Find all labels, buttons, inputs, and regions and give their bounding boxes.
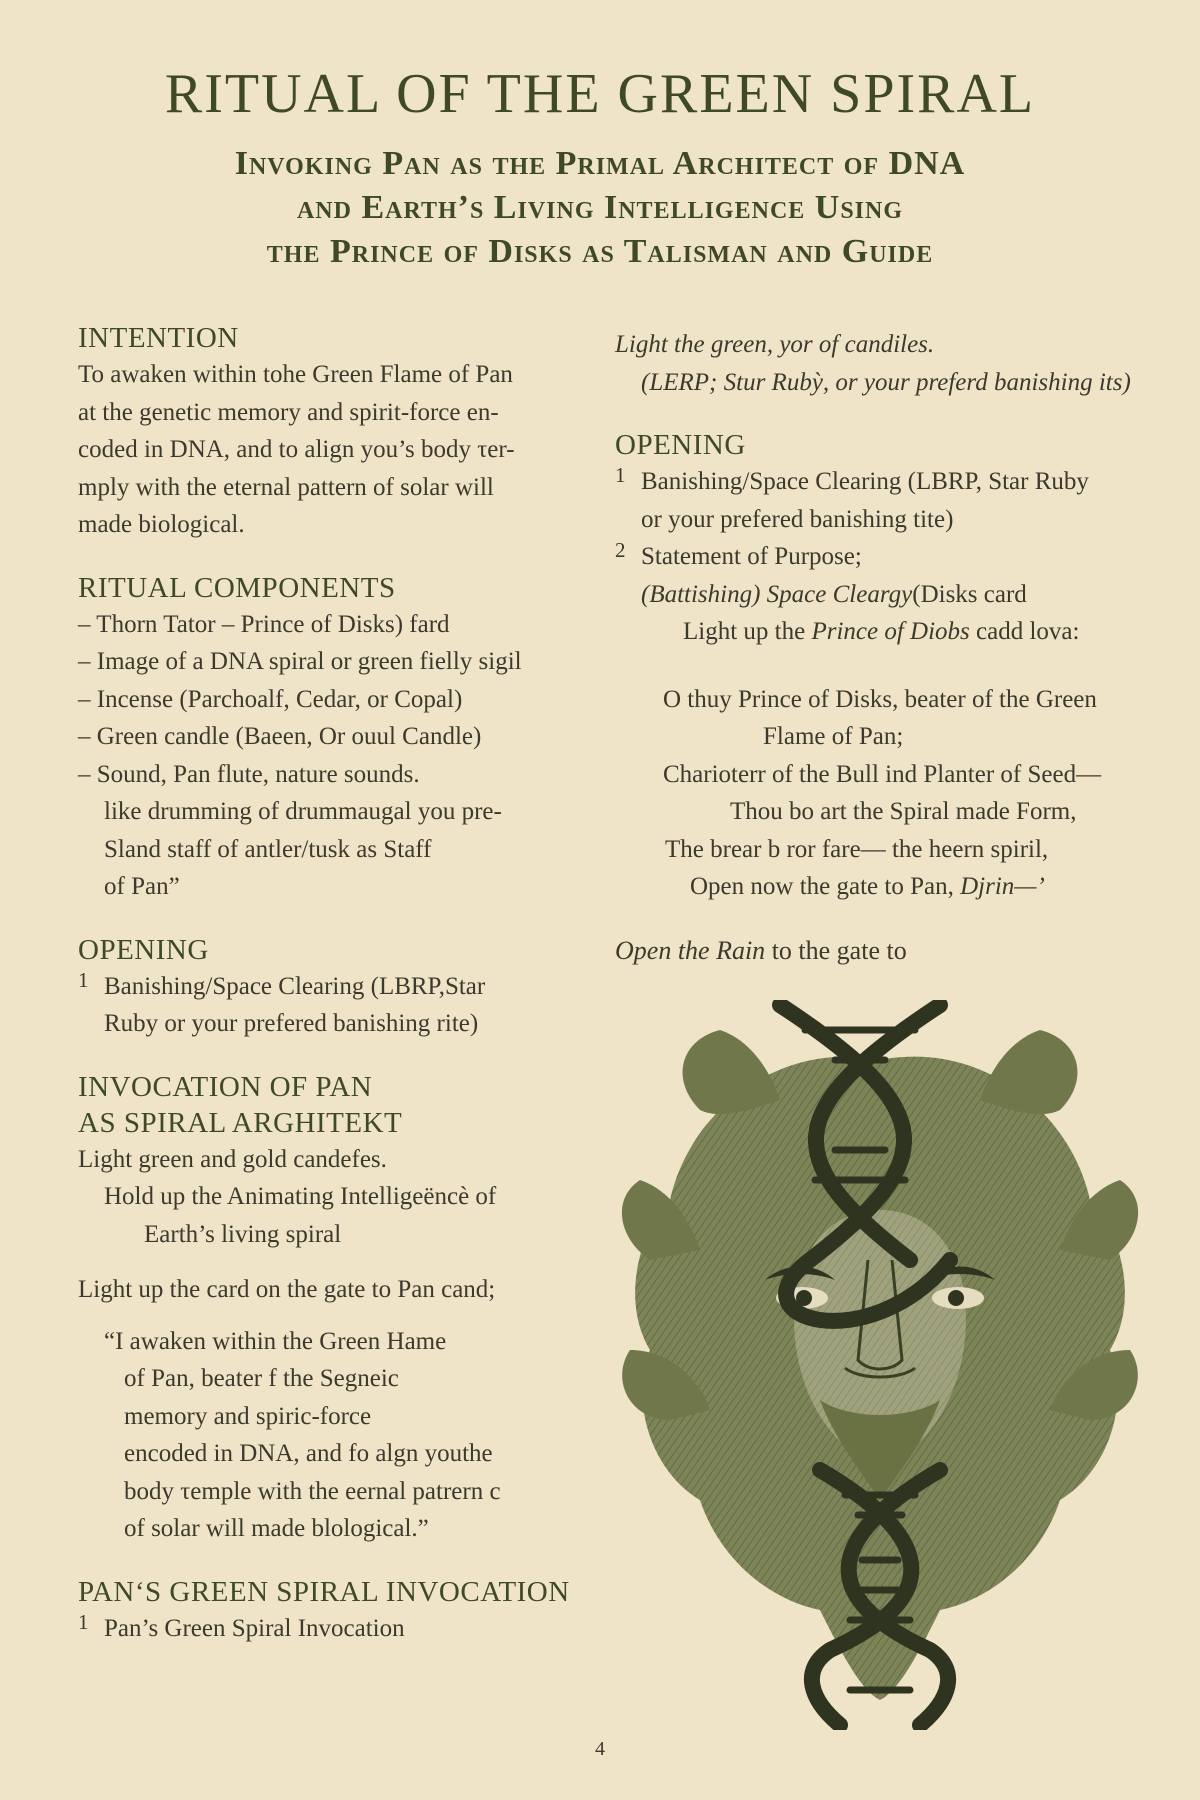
quote-line: memory and spiric-force bbox=[124, 1402, 372, 1430]
components-heading: RITUAL COMPONENTS bbox=[78, 571, 396, 604]
verse-line: Charioterr of the Bull ind Planter of Seed— bbox=[663, 760, 1102, 788]
component-item: – Green candle (Baeen, Or ouul Candle) bbox=[78, 723, 482, 750]
step-number: 1 bbox=[78, 967, 89, 992]
opening-heading: OPENING bbox=[615, 429, 746, 461]
intention-line: To awaken within tohe Green Flame of Pan bbox=[78, 361, 513, 388]
green-man-dna-illustration bbox=[610, 1000, 1150, 1730]
subtitle-line: the Prince of Disks as Talisman and Guide bbox=[266, 233, 934, 270]
intention-line: at the genetic memory and spirit-force en- bbox=[78, 398, 499, 426]
invocation-heading: INVOCATION OF PAN bbox=[78, 1070, 373, 1103]
intention-section bbox=[78, 320, 618, 544]
verse-line: Thou bo art the Spiral made Form, bbox=[730, 798, 1077, 825]
opening-step bbox=[615, 538, 1175, 576]
invocation-section bbox=[78, 1069, 618, 1548]
pan-invocation-heading: PAN‘S GREEN SPIRAL INVOCATION bbox=[78, 1575, 570, 1608]
opening-section-right bbox=[615, 427, 1175, 651]
step-number: 1 bbox=[615, 463, 626, 487]
invocation-hold-line: Hold up the Animating Intelligeëncè of bbox=[104, 1183, 497, 1210]
open-rain-line bbox=[615, 932, 1175, 970]
invocation-card-line: Light up the card on the gate to Pan cand; bbox=[78, 1276, 496, 1303]
invocation-line: Light green and gold candefes. bbox=[78, 1145, 387, 1173]
quote-line: of solar will made blological.” bbox=[124, 1515, 429, 1542]
invocation-hold-line: Earth’s living spiral bbox=[144, 1220, 342, 1248]
verse-line-final bbox=[615, 868, 1175, 906]
pan-invocation-step bbox=[78, 1610, 618, 1648]
prince-verse bbox=[615, 681, 1175, 906]
right-column bbox=[615, 326, 1175, 969]
light-up-line bbox=[615, 613, 1175, 651]
opening-section-left bbox=[78, 932, 618, 1043]
step-text: Pan’s Green Spiral Invocation bbox=[104, 1614, 405, 1642]
opening-step bbox=[615, 463, 1175, 538]
invocation-quote bbox=[78, 1323, 618, 1548]
subtitle-line: Invoking Pan as the Primal Architect of DNA bbox=[234, 145, 966, 182]
invocation-heading: AS SPIRAL ARGHITEKT bbox=[78, 1106, 403, 1139]
verse-line: O thuy Prince of Disks, beater of the Green bbox=[663, 685, 1097, 713]
open-rain-italic: Open the Rain bbox=[615, 935, 766, 965]
component-item: – Sound, Pan flute, nature sounds. bbox=[78, 760, 420, 788]
subtitle-line: and Earth’s Living Intelligence Using bbox=[296, 189, 904, 226]
intention-line: mply with the eternal pattern of solar will bbox=[78, 473, 494, 501]
light-up-pre: Light up the bbox=[683, 618, 812, 645]
battishing-italic: (Battishing) Space Cleargy bbox=[641, 580, 913, 608]
intention-line: made biological. bbox=[78, 511, 245, 538]
intention-heading: INTENTION bbox=[78, 322, 239, 354]
intro-line: Light the green, yor of candiles. bbox=[615, 331, 935, 358]
page-subtitle bbox=[60, 142, 1140, 274]
step-text: Banishing/Space Clearing (LBRP, Star Ruby bbox=[641, 468, 1089, 495]
battishing-line bbox=[615, 576, 1175, 614]
step-number: 2 bbox=[615, 538, 626, 562]
page-number: 4 bbox=[595, 1738, 605, 1760]
opening-step bbox=[78, 968, 618, 1043]
verse-line: The brear b ror fare— the heern spiril, bbox=[665, 835, 1049, 863]
quote-line: encoded in DNA, and fo algn youthe bbox=[124, 1440, 493, 1467]
component-item: – Thorn Tator – Prince of Disks) fard bbox=[78, 610, 450, 638]
component-note: like drumming of drummaugal you pre- bbox=[104, 798, 502, 825]
intro-line: (LERP; Stur Rubỳ, or your preferd banishing its) bbox=[641, 368, 1131, 396]
quote-line: body τemple with the eernal patrern c bbox=[124, 1477, 501, 1505]
step-number: 1 bbox=[78, 1609, 89, 1634]
battishing-rest: (Disks card bbox=[912, 580, 1027, 608]
left-column bbox=[78, 320, 618, 1647]
component-item: – Image of a DNA spiral or green fielly sigil bbox=[78, 648, 522, 675]
intention-line: coded in DNA, and to align you’s body τer- bbox=[78, 436, 515, 463]
step-text: Banishing/Space Clearing (LBRP,Star bbox=[104, 972, 486, 1000]
opening-heading: OPENING bbox=[78, 933, 209, 966]
light-up-italic: Prince of Diobs bbox=[811, 618, 970, 645]
components-section bbox=[78, 570, 618, 906]
step-text: Ruby or your prefered banishing rite) bbox=[104, 1010, 479, 1037]
page-title: RITUAL OF THE GREEN SPIRAL bbox=[164, 63, 1036, 125]
step-text: or your prefered banishing tite) bbox=[641, 505, 954, 533]
verse-final-italic: Djrin—’ bbox=[960, 873, 1045, 900]
component-note: of Pan” bbox=[104, 873, 180, 900]
pan-invocation-section bbox=[78, 1574, 618, 1648]
component-note: Sland staff of antler/tusk as Staff bbox=[104, 835, 432, 863]
quote-line: “I awaken within the Green Hame bbox=[104, 1327, 447, 1355]
quote-line: of Pan, beater f the Segneic bbox=[124, 1365, 399, 1392]
component-item: – Incense (Parchoalf, Cedar, or Copal) bbox=[78, 685, 463, 713]
open-rain-rest: to the gate to bbox=[765, 935, 907, 965]
verse-final-text: Open now the gate to Pan, bbox=[690, 873, 961, 900]
verse-line: Flame of Pan; bbox=[763, 723, 904, 750]
light-up-post: cadd lova: bbox=[969, 618, 1080, 645]
step-text: Statement of Purpose; bbox=[641, 543, 862, 570]
